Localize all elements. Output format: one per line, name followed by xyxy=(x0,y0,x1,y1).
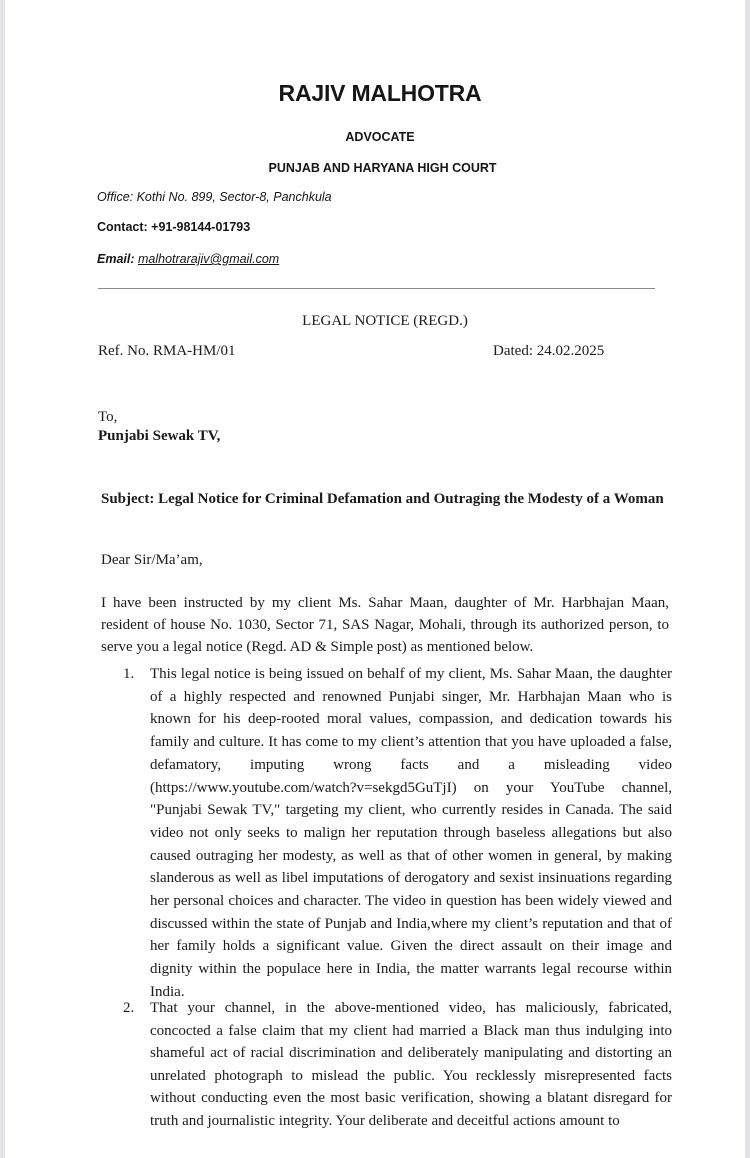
advocate-name: RAJIV MALHOTRA xyxy=(278,80,482,106)
court-name: PUNJAB AND HARYANA HIGH COURT xyxy=(268,161,497,175)
contact-number: Contact: +91-98144-01793 xyxy=(97,220,251,234)
point-text: This legal notice is being issued on behalf of my client, Ms. Sahar Maan, the daughter of a highly respected and renowned Punjabi singer, Mr. Harbhajan Maan who is known for his deep-rooted moral values, compassion, and dedication towards his family and culture. It has come to my client’s attention that you have uploaded a false, defamatory, imputing wrong facts and a misleading video (https://www.youtube.com/watch?v=sekgd5GuTjI) on your YouTube channel, "Punjabi Sewak TV," targeting my client, who currently resides in Canada. The said video not only seeks to malign her reputation through baseless allegations but also caused outraging her modesty, as well as that of other women in general, by making slanderous as well as libel imputations of derogatory and sexist insinuations regarding her personal choices and character. The video in question has been widely viewed and discussed within the state of Punjab and India,where my client’s reputation and that of her family holds a significant value. Given the direct assault on their image and dignity within the populace here in India, the matter warrants legal recourse within India. xyxy=(150,666,672,1000)
intro-paragraph: I have been instructed by my client Ms. Sahar Maan, daughter of Mr. Harbhajan Maan, resident of house No. 1030, Sector 71, SAS Nagar, Mohali, through its authorized person, to serve you a legal notice (Regd. AD & Simple post) as mentioned below. xyxy=(101,595,669,655)
office-address: Office: Kothi No. 899, Sector-8, Panchkula xyxy=(97,190,332,204)
point-number: 2. xyxy=(123,1000,135,1016)
numbered-point xyxy=(123,663,672,1004)
notice-date: Dated: 24.02.2025 xyxy=(493,343,605,359)
to-label: To, xyxy=(98,409,118,425)
reference-number: Ref. No. RMA-HM/01 xyxy=(98,343,236,359)
point-text: That your channel, in the above-mentioned video, has maliciously, fabricated, concocted a false claim that my client had married a Black man thus indulging into shameful act of racial discrimination and deliberately manipulating and distorting an unrelated photograph to mislead the public. You recklessly misrepresented facts without conducting even the most basic verification, showing a blatant disregard for truth and journalistic integrity. Your deliberate and deceitful actions amount to xyxy=(150,1000,672,1129)
salutation: Dear Sir/Ma’am, xyxy=(101,552,203,568)
addressee: Punjabi Sewak TV, xyxy=(98,428,221,444)
numbered-point xyxy=(123,997,672,1132)
advocate-title: ADVOCATE xyxy=(345,130,415,144)
email-line xyxy=(97,252,279,266)
notice-title: LEGAL NOTICE (REGD.) xyxy=(302,313,468,329)
email-link[interactable]: malhotrarajiv@gmail.com xyxy=(138,252,280,266)
email-label: Email: xyxy=(97,252,138,266)
point-number: 1. xyxy=(123,666,135,682)
notice-subject: Subject: Legal Notice for Criminal Defamation and Outraging the Modesty of a Woman xyxy=(101,491,664,507)
letterhead-divider xyxy=(98,288,655,289)
